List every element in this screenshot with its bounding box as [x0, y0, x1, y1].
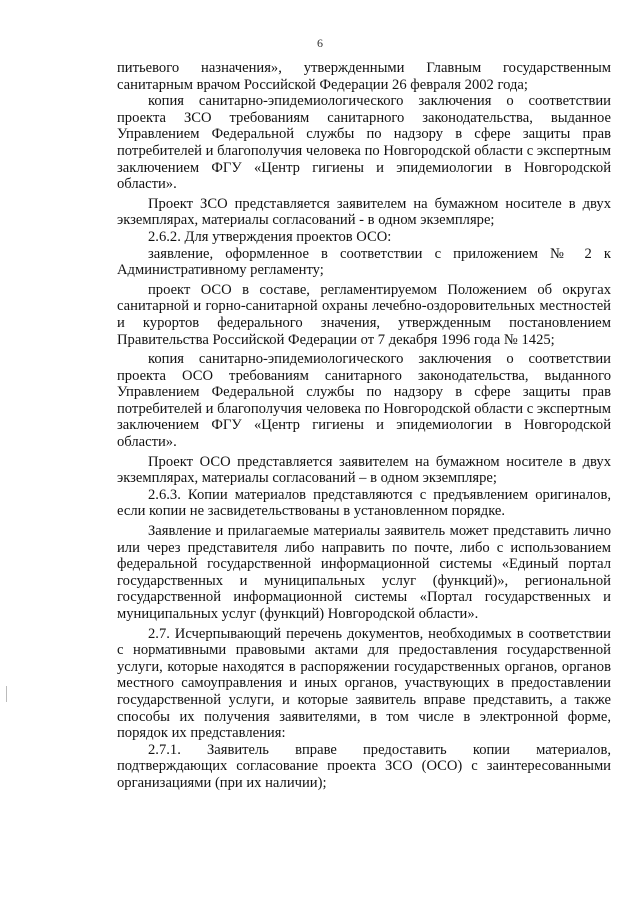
paragraph-2-6-2-heading: 2.6.2. Для утверждения проектов ОСО: — [148, 228, 392, 245]
paragraph-2-7: 2.7. Исчерпывающий перечень документов, необходимых в соответствии с нормативными правовыми актами для предоставления государственной услуги, которые находятся в распоряжении государственных органов, органов местного самоуправления и иных органов, участвующих в предоставлении государственной услуги, и которые заявитель вправе представить, а также способы их получения заявителями, в том числе в электронной форме, порядок их представления: — [117, 625, 611, 742]
paragraph-zso-conclusion: копия санитарно-эпидемиологического заключения о соответствии проекта ЗСО требованиям санитарного законодательства, выданное Управлением Федеральной службы по надзору в сфере защиты прав потребителей и благополучия человека по Новгородской области с экспертным заключением ФГУ «Центр гигиены и эпидемиологии в Новгородской области». — [117, 93, 611, 193]
paragraph-oso-submission: Проект ОСО представляется заявителем на бумажном носителе в двух экземплярах, материалы согласований – в одном экземпляре; — [117, 453, 611, 487]
paragraph-application: заявление, оформленное в соответствии с приложением № 2 к Административному регламенту; — [117, 245, 611, 279]
margin-mark — [6, 686, 7, 702]
paragraph-2-7-1: 2.7.1. Заявитель вправе предоставить копии материалов, подтверждающих согласование проекта ЗСО (ОСО) с заинтересованными организациями (при их наличии); — [117, 741, 611, 791]
paragraph-delivery-methods: Заявление и прилагаемые материалы заявитель может представить лично или через представителя либо направить по почте, либо с использованием федеральной государственной информационной системы «Единый портал государственных и муниципальных услуг (функций)», региональной государственной информационной системы «Портал государственных и муниципальных услуг (функций) Новгородской области». — [117, 523, 611, 622]
paragraph-continuation: питьевого назначения», утвержденными Главным государственным санитарным врачом Российской Федерации 26 февраля 2002 года; — [117, 60, 611, 93]
paragraph-2-6-3: 2.6.3. Копии материалов представляются с предъявлением оригиналов, если копии не засвидетельствованы в установленном порядке. — [117, 486, 611, 520]
paragraph-oso-conclusion: копия санитарно-эпидемиологического заключения о соответствии проекта ОСО требованиям санитарного законодательства, выданного Управлением Федеральной службы по надзору в сфере защиты прав потребителей и благополучия человека по Новгородской области с экспертным заключением ФГУ «Центр гигиены и эпидемиологии в Новгородской области». — [117, 351, 611, 451]
page-number: 6 — [317, 36, 323, 50]
paragraph-zso-submission: Проект ЗСО представляется заявителем на бумажном носителе в двух экземплярах, материалы согласований - в одном экземпляре; — [117, 195, 611, 229]
document-body — [117, 60, 611, 792]
paragraph-oso-project: проект ОСО в составе, регламентируемом Положением об округах санитарной и горно-санитарной охраны лечебно-оздоровительных местностей и курортов федерального значения, утвержденным постановлением Правительства Российской Федерации от 7 декабря 1996 года № 1425; — [117, 281, 611, 348]
